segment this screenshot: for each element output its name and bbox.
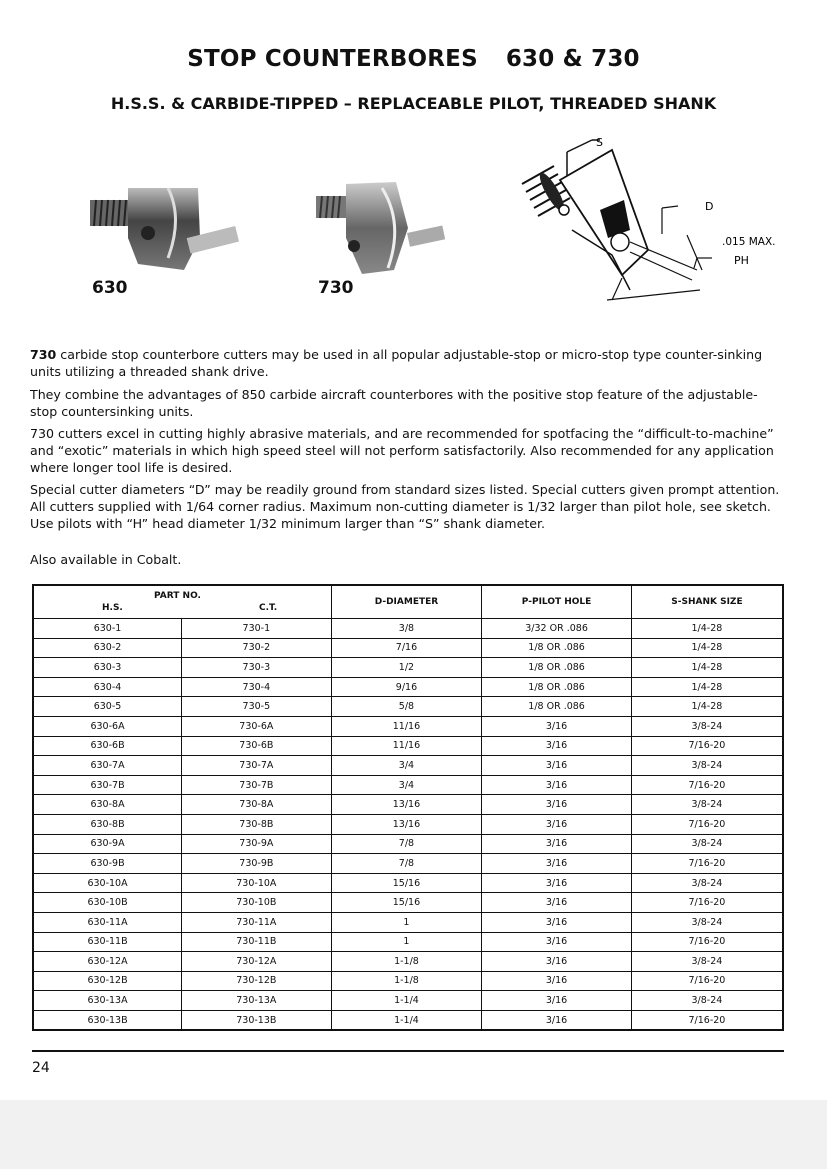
threaded-shank-icon xyxy=(316,196,350,218)
shank-size-cell: 7/16-20 xyxy=(631,775,783,795)
header-hs: H.S. xyxy=(102,603,123,613)
table-row xyxy=(33,677,783,697)
hs-part-cell: 630-11B xyxy=(33,932,182,952)
pilot-hole-cell: 3/16 xyxy=(482,716,632,736)
diagram-label-d: D xyxy=(705,200,714,213)
table-row xyxy=(33,971,783,991)
pilot-hole-cell: 3/16 xyxy=(482,932,632,952)
header-pilot-hole: P-PILOT HOLE xyxy=(482,585,632,619)
shank-size-cell: 7/16-20 xyxy=(631,893,783,913)
table-row xyxy=(33,932,783,952)
d-diameter-cell: 11/16 xyxy=(331,736,482,756)
pilot-hole-cell: 3/16 xyxy=(482,873,632,893)
ct-part-cell: 730-8A xyxy=(182,795,332,815)
table-row xyxy=(33,952,783,972)
d-diameter-cell: 1-1/8 xyxy=(331,952,482,972)
ct-part-cell: 730-7A xyxy=(182,756,332,776)
hs-part-cell: 630-7A xyxy=(33,756,182,776)
shank-size-cell: 3/8-24 xyxy=(631,756,783,776)
ct-part-cell: 730-10A xyxy=(182,873,332,893)
shank-size-cell: 3/8-24 xyxy=(631,834,783,854)
shank-size-cell: 7/16-20 xyxy=(631,932,783,952)
pilot-hole-cell: 3/16 xyxy=(482,854,632,874)
table-row xyxy=(33,716,783,736)
shank-size-cell: 3/8-24 xyxy=(631,795,783,815)
d-diameter-cell: 1-1/4 xyxy=(331,991,482,1011)
shank-size-cell: 3/8-24 xyxy=(631,991,783,1011)
cutter-dimension-diagram xyxy=(512,130,787,320)
table-row xyxy=(33,834,783,854)
shank-size-cell: 1/4-28 xyxy=(631,658,783,678)
hs-part-cell: 630-12A xyxy=(33,952,182,972)
hs-part-cell: 630-1 xyxy=(33,619,182,639)
footer-rule xyxy=(32,1050,784,1052)
pilot-hole-cell: 3/16 xyxy=(482,736,632,756)
hs-part-cell: 630-13A xyxy=(33,991,182,1011)
ct-part-cell: 730-3 xyxy=(182,658,332,678)
photo-label-630: 630 xyxy=(92,278,128,298)
hs-part-cell: 630-11A xyxy=(33,912,182,932)
shank-size-cell: 7/16-20 xyxy=(631,971,783,991)
d-diameter-cell: 15/16 xyxy=(331,873,482,893)
hs-part-cell: 630-9B xyxy=(33,854,182,874)
table-row xyxy=(33,736,783,756)
pilot-hole-cell: 3/16 xyxy=(482,912,632,932)
table-row xyxy=(33,795,783,815)
shank-size-cell: 3/8-24 xyxy=(631,912,783,932)
d-diameter-cell: 3/4 xyxy=(331,756,482,776)
hs-part-cell: 630-3 xyxy=(33,658,182,678)
pilot-hole-cell: 3/16 xyxy=(482,952,632,972)
paragraph-cobalt: Also available in Cobalt. xyxy=(30,552,182,567)
pilot-hole-cell: 3/16 xyxy=(482,893,632,913)
hs-part-cell: 630-10B xyxy=(33,893,182,913)
hs-part-cell: 630-8B xyxy=(33,814,182,834)
diagram-label-ph: PH xyxy=(734,254,749,267)
shank-size-cell: 7/16-20 xyxy=(631,1010,783,1030)
pilot-hole-cell: 3/16 xyxy=(482,834,632,854)
table-row xyxy=(33,1010,783,1030)
shank-size-cell: 3/8-24 xyxy=(631,873,783,893)
d-diameter-cell: 3/4 xyxy=(331,775,482,795)
table-row xyxy=(33,658,783,678)
d-diameter-cell: 15/16 xyxy=(331,893,482,913)
photo-label-730: 730 xyxy=(318,278,354,298)
d-diameter-cell: 3/8 xyxy=(331,619,482,639)
ct-part-cell: 730-7B xyxy=(182,775,332,795)
hs-part-cell: 630-7B xyxy=(33,775,182,795)
d-diameter-cell: 7/8 xyxy=(331,834,482,854)
d-diameter-cell: 7/16 xyxy=(331,638,482,658)
table-row xyxy=(33,873,783,893)
hs-part-cell: 630-5 xyxy=(33,697,182,717)
title-numbers: 630 & 730 xyxy=(505,46,640,72)
ct-part-cell: 730-13A xyxy=(182,991,332,1011)
paragraph-materials: 730 cutters excel in cutting highly abrasive materials, and are recommended for spotfacing the “difficult-to-machine” and “exotic” materials in which high speed steel will not perform satisfactorily. Also recommended for any application where longer tool life is desired. xyxy=(30,426,774,475)
pilot-hole-cell: 3/16 xyxy=(482,991,632,1011)
pilot-hole-cell: 3/16 xyxy=(482,775,632,795)
ct-part-cell: 730-2 xyxy=(182,638,332,658)
paragraph-730-intro xyxy=(30,346,782,380)
hs-part-cell: 630-12B xyxy=(33,971,182,991)
pilot-hole-cell: 1/8 OR .086 xyxy=(482,677,632,697)
page-title xyxy=(0,46,827,72)
hs-part-cell: 630-13B xyxy=(33,1010,182,1030)
table-row xyxy=(33,854,783,874)
pilot-hole-cell: 1/8 OR .086 xyxy=(482,697,632,717)
d-diameter-cell: 13/16 xyxy=(331,795,482,815)
d-diameter-cell: 1-1/4 xyxy=(331,1010,482,1030)
ct-part-cell: 730-6A xyxy=(182,716,332,736)
hs-part-cell: 630-6B xyxy=(33,736,182,756)
ct-part-cell: 730-11A xyxy=(182,912,332,932)
table-row xyxy=(33,991,783,1011)
d-diameter-cell: 7/8 xyxy=(331,854,482,874)
diagram-label-s: S xyxy=(596,136,603,149)
header-d-diameter: D-DIAMETER xyxy=(331,585,482,619)
shank-size-cell: 7/16-20 xyxy=(631,736,783,756)
paragraph-lead: 730 xyxy=(30,347,57,362)
header-ct: C.T. xyxy=(259,603,278,613)
ct-part-cell: 730-9B xyxy=(182,854,332,874)
pilot-hole-cell: 3/16 xyxy=(482,971,632,991)
ct-part-cell: 730-1 xyxy=(182,619,332,639)
d-diameter-cell: 1/2 xyxy=(331,658,482,678)
paragraph-text: carbide stop counterbore cutters may be used in all popular adjustable-stop or micro-stop type counter-sinking units utilizing a threaded shank drive. xyxy=(30,347,763,379)
table-row xyxy=(33,697,783,717)
shank-size-cell: 1/4-28 xyxy=(631,697,783,717)
ct-part-cell: 730-8B xyxy=(182,814,332,834)
ct-part-cell: 730-4 xyxy=(182,677,332,697)
shank-size-cell: 7/16-20 xyxy=(631,814,783,834)
d-diameter-cell: 5/8 xyxy=(331,697,482,717)
shank-size-cell: 3/8-24 xyxy=(631,952,783,972)
d-diameter-cell: 13/16 xyxy=(331,814,482,834)
header-shank-size: S-SHANK SIZE xyxy=(631,585,783,619)
shank-size-cell: 7/16-20 xyxy=(631,854,783,874)
table-header-row xyxy=(33,585,783,619)
ct-part-cell: 730-12A xyxy=(182,952,332,972)
counterbore-730-photo xyxy=(312,178,462,278)
pilot-hole-cell: 3/16 xyxy=(482,795,632,815)
ct-part-cell: 730-9A xyxy=(182,834,332,854)
pilot-hole-cell: 3/16 xyxy=(482,814,632,834)
paragraph-special-diameters: Special cutter diameters “D” may be readily ground from standard sizes listed. Special cutters given prompt attention. All cutters supplied with 1/64 corner radius. Maximum non-cutting diameter is 1/32 larger than pilot hole, see sketch. Use pilots with “H” head diameter 1/32 minimum larger than “S” shank diameter. xyxy=(30,482,780,531)
table-row xyxy=(33,619,783,639)
ct-part-cell: 730-5 xyxy=(182,697,332,717)
pilot-hole-cell: 1/8 OR .086 xyxy=(482,658,632,678)
table-row xyxy=(33,775,783,795)
threaded-shank-icon xyxy=(90,200,132,226)
header-part-no xyxy=(33,585,331,619)
hs-part-cell: 630-6A xyxy=(33,716,182,736)
d-diameter-cell: 9/16 xyxy=(331,677,482,697)
shank-size-cell: 1/4-28 xyxy=(631,638,783,658)
ct-part-cell: 730-12B xyxy=(182,971,332,991)
pilot-hole-cell: 3/16 xyxy=(482,1010,632,1030)
hs-part-cell: 630-10A xyxy=(33,873,182,893)
shank-size-cell: 3/8-24 xyxy=(631,716,783,736)
pilot-hole-cell: 1/8 OR .086 xyxy=(482,638,632,658)
table-row xyxy=(33,638,783,658)
shank-size-cell: 1/4-28 xyxy=(631,677,783,697)
hs-part-cell: 630-4 xyxy=(33,677,182,697)
pilot-hole-cell: 3/32 OR .086 xyxy=(482,619,632,639)
counterbore-630-photo xyxy=(88,178,248,278)
header-part-no-label: PART NO. xyxy=(154,591,201,601)
title-text: STOP COUNTERBORES xyxy=(187,46,478,72)
page-bottom-shade xyxy=(0,1100,827,1169)
d-diameter-cell: 11/16 xyxy=(331,716,482,736)
ct-part-cell: 730-11B xyxy=(182,932,332,952)
hs-part-cell: 630-9A xyxy=(33,834,182,854)
d-diameter-cell: 1-1/8 xyxy=(331,971,482,991)
hs-part-cell: 630-2 xyxy=(33,638,182,658)
ct-part-cell: 730-6B xyxy=(182,736,332,756)
pilot-hole-cell: 3/16 xyxy=(482,756,632,776)
page-number: 24 xyxy=(32,1060,50,1076)
table-row xyxy=(33,893,783,913)
shank-size-cell: 1/4-28 xyxy=(631,619,783,639)
paragraph-advantages: They combine the advantages of 850 carbide aircraft counterbores with the positive stop feature of the adjustable-stop countersinking units. xyxy=(30,387,758,419)
d-diameter-cell: 1 xyxy=(331,932,482,952)
d-diameter-cell: 1 xyxy=(331,912,482,932)
diagram-label-max: .015 MAX. xyxy=(722,236,776,248)
ct-part-cell: 730-10B xyxy=(182,893,332,913)
table-row xyxy=(33,912,783,932)
table-row xyxy=(33,814,783,834)
hs-part-cell: 630-8A xyxy=(33,795,182,815)
table-row xyxy=(33,756,783,776)
part-number-table xyxy=(32,584,784,1031)
page-subtitle: H.S.S. & CARBIDE-TIPPED – REPLACEABLE PILOT, THREADED SHANK xyxy=(110,94,717,113)
ct-part-cell: 730-13B xyxy=(182,1010,332,1030)
